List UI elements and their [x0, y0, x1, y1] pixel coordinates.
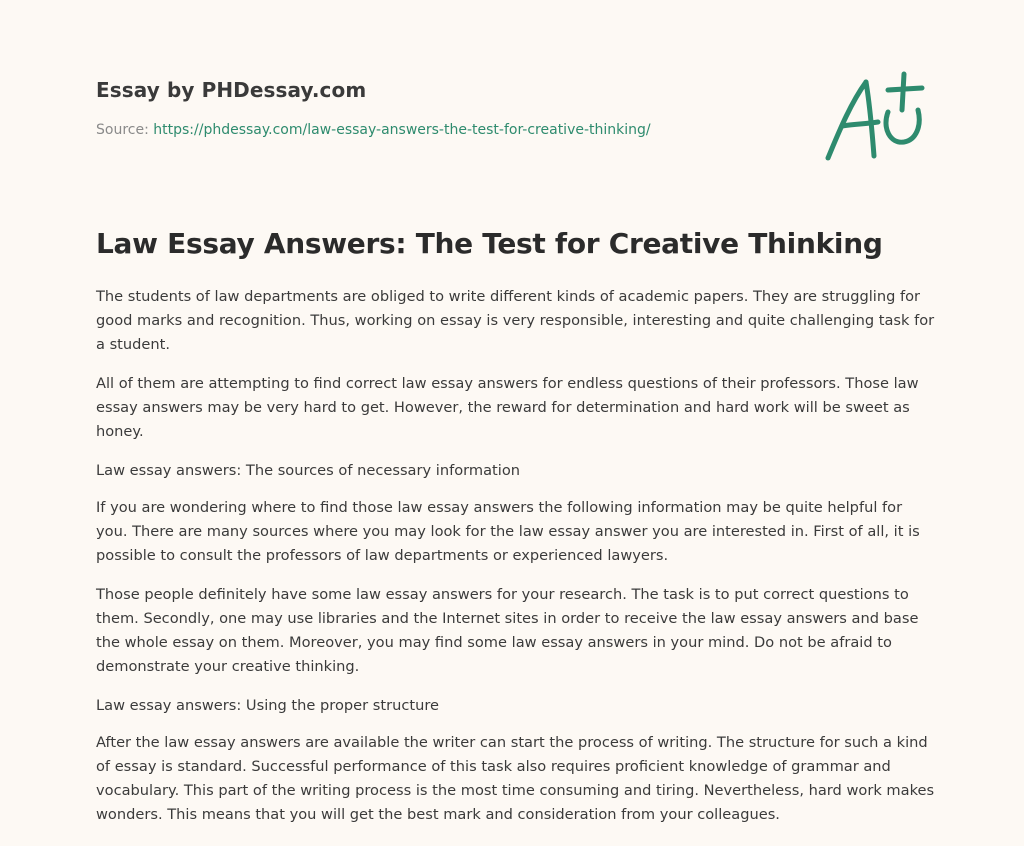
paragraph: After the law essay answers are available the writer can start the process of writing. The structure for such a kind of essay is standard. Successful performance of this task also requires proficient knowledge of grammar and vocabulary. This part of the writing process is the most time consuming and tiring. Nevertheless, hard work makes wonders. This means that you will get the best mark and consideration from your colleagues. — [96, 734, 935, 823]
section-heading: Law essay answers: The sources of necessary information — [96, 462, 520, 479]
article-title: Law Essay Answers: The Test for Creative Thinking — [96, 227, 883, 260]
source-link[interactable]: https://phdessay.com/law-essay-answers-the-test-for-creative-thinking/ — [153, 122, 651, 138]
section-heading: Law essay answers: Using the proper structure — [96, 697, 439, 714]
source-line — [96, 120, 796, 140]
source-label: Source: — [96, 122, 149, 138]
a-plus-logo-icon — [818, 66, 930, 166]
article-body — [96, 285, 936, 842]
paragraph: The students of law departments are obliged to write different kinds of academic papers. They are struggling for good marks and recognition. Thus, working on essay is very responsible, interesting and quite challenging task for a student. — [96, 288, 935, 353]
paragraph: If you are wondering where to find those law essay answers the following information may be quite helpful for you. There are many sources where you may look for the law essay answer you are interested in. First of all, it is possible to consult the professors of law departments or experienced lawyers. — [96, 499, 920, 564]
page-header — [96, 76, 796, 140]
site-brand: Essay by PHDessay.com — [96, 78, 367, 102]
paragraph: Those people definitely have some law essay answers for your research. The task is to put correct questions to them. Secondly, one may use libraries and the Internet sites in order to receive the law essay answers and base the whole essay on them. Moreover, you may find some law essay answers in your mind. Do not be afraid to demonstrate your creative thinking. — [96, 586, 919, 675]
paragraph: All of them are attempting to find correct law essay answers for endless questions of their professors. Those law essay answers may be very hard to get. However, the reward for determination and hard work will be sweet as honey. — [96, 375, 919, 440]
